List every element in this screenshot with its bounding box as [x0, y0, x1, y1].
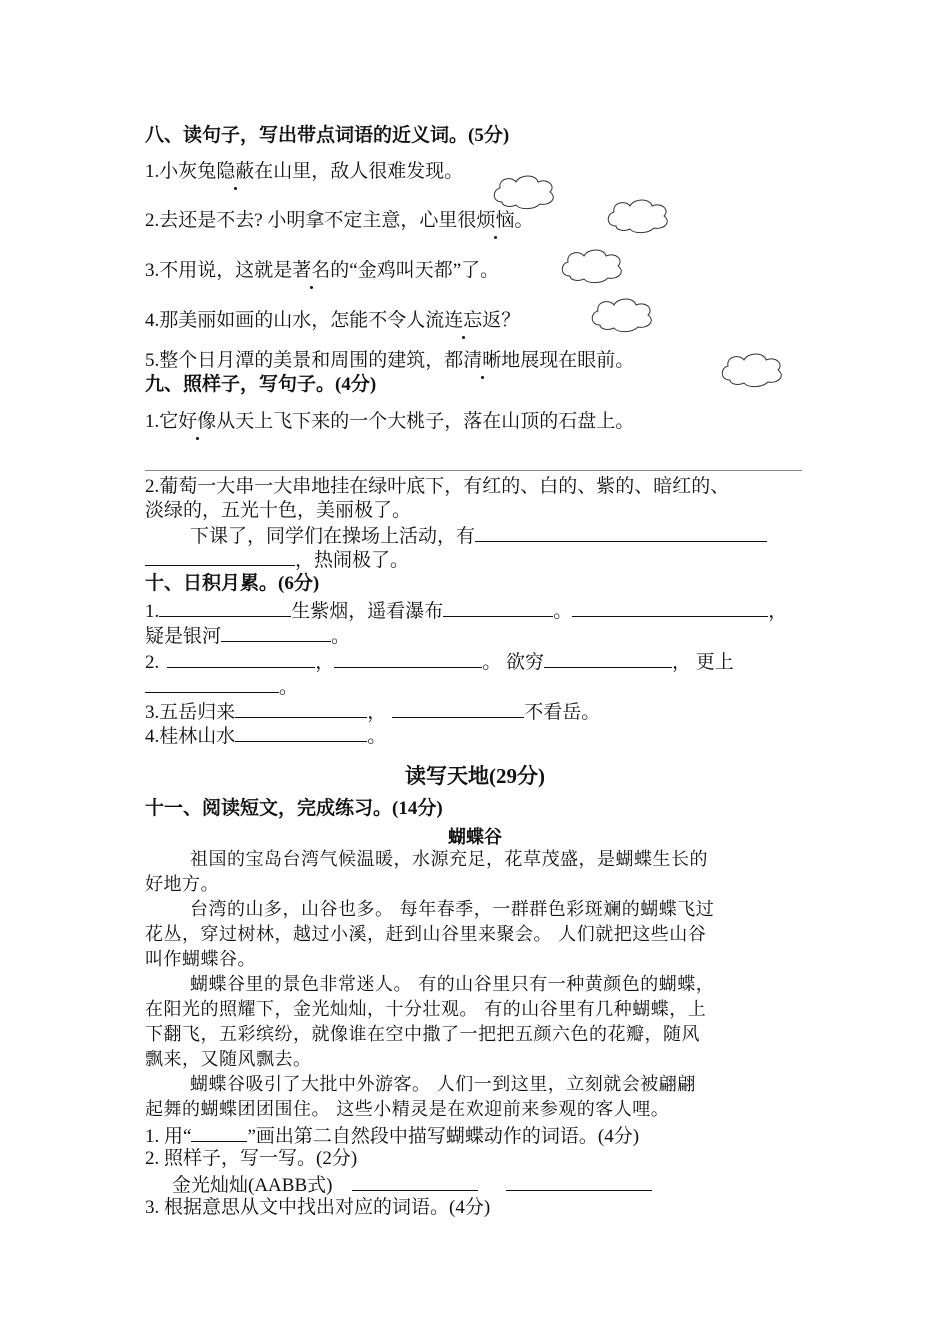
answer-blank[interactable]	[145, 674, 279, 693]
question-11-2-example	[172, 1172, 652, 1198]
question-9-2-prompt-end	[145, 547, 409, 573]
question-11-1	[145, 1123, 639, 1149]
question-9-1	[145, 410, 634, 434]
text: ，	[367, 702, 387, 723]
question-10-1	[145, 598, 787, 624]
answer-blank[interactable]	[221, 623, 331, 642]
section-11-title: 十一、阅读短文，完成练习。(14分)	[145, 798, 443, 819]
passage-title: 蝴蝶谷	[448, 827, 502, 847]
text: ，	[768, 601, 788, 622]
answer-cloud-2[interactable]	[604, 196, 674, 236]
question-11-3: 3. 根据意思从文中找出对应的词语。(4分)	[145, 1197, 491, 1218]
passage-p2-line1: 台湾的山多，山谷也多。 每年春季，一群群色彩斑斓的蝴蝶飞过	[190, 899, 715, 920]
text: 生紫烟，遥看瀑布	[291, 601, 444, 622]
passage-p2-line3: 叫作蝴蝶谷。	[145, 949, 256, 970]
text: 4.桂林山水	[145, 726, 236, 747]
sentence-text: 的“金鸡叫天都”了。	[330, 260, 500, 281]
dotted-word: 隐蔽	[216, 161, 255, 182]
text: 。	[331, 626, 351, 647]
sentence-text: 4.那美丽如画的山水，怎能不令人	[145, 310, 426, 331]
answer-cloud-3[interactable]	[558, 246, 628, 286]
dotted-word: 著名	[292, 260, 331, 281]
answer-blank[interactable]	[443, 598, 553, 617]
dotted-word: 清晰	[463, 350, 502, 371]
text: 不看岳。	[524, 702, 601, 723]
answer-cloud-4[interactable]	[588, 295, 660, 337]
sentence-text: 1.小灰兔	[145, 161, 217, 182]
question-10-4	[145, 723, 386, 749]
answer-blank[interactable]	[352, 1172, 478, 1191]
answer-cloud-1[interactable]	[490, 172, 560, 212]
question-8-2	[145, 209, 533, 233]
passage-p3-line2: 在阳光的照耀下，金光灿灿，十分壮观。 有的山谷里有几种蝴蝶，上	[145, 999, 707, 1020]
answer-blank[interactable]	[235, 699, 367, 718]
passage-p3-line4: 飘来，又随风飘去。	[145, 1049, 312, 1070]
dotted-word: 好像	[178, 411, 217, 432]
sentence-text: 1.它	[145, 411, 179, 432]
question-9-2-prompt	[190, 523, 767, 549]
sentence-text: ？	[501, 310, 521, 331]
text: 。	[367, 726, 387, 747]
answer-blank[interactable]	[167, 649, 315, 668]
text: ”画出第二自然段中描写蝴蝶动作的词语。(4分)	[247, 1126, 640, 1147]
answer-blank[interactable]	[235, 723, 367, 742]
answer-blank[interactable]	[334, 649, 482, 668]
passage-p2-line2: 花丛，穿过树林，越过小溪，赶到山谷里来聚会。 人们就把这些山谷	[145, 924, 707, 945]
sentence-text: 5.整个日月潭的美景和周围的建筑，都	[145, 350, 464, 371]
section-10-title: 十、日积月累。(6分)	[145, 573, 320, 594]
question-8-4	[145, 309, 520, 333]
sentence-text: 2.去还是不去? 小明拿不定主意，心里很	[145, 210, 477, 231]
prompt-text: ，热闹极了。	[295, 550, 410, 571]
text: 1. 用“	[145, 1126, 192, 1147]
answer-blank[interactable]	[475, 523, 767, 542]
passage-p4-line1: 蝴蝶谷吸引了大批中外游客。 人们一到这里，立刻就会被翩翩	[190, 1074, 696, 1095]
part-title: 读写天地(29分)	[405, 764, 545, 788]
dotted-word: 烦恼	[476, 210, 515, 231]
answer-blank[interactable]	[392, 699, 524, 718]
text: ，	[315, 652, 335, 673]
text: 1.	[145, 601, 160, 622]
passage-p1-line2: 好地方。	[145, 874, 219, 895]
passage-p1-line1: 祖国的宝岛台湾气候温暖，水源充足，花草茂盛，是蝴蝶生长的	[190, 849, 708, 870]
question-10-2-cont	[145, 674, 298, 700]
dotted-word: 流连忘返	[425, 310, 502, 331]
text: 3.五岳归来	[145, 702, 236, 723]
question-10-1-cont	[145, 623, 350, 649]
text: 2.	[145, 652, 160, 673]
answer-blank[interactable]	[544, 649, 672, 668]
question-10-3	[145, 699, 600, 725]
text: ， 更上	[672, 652, 734, 673]
answer-blank[interactable]	[159, 598, 291, 617]
sentence-text: 地展现在眼前。	[501, 350, 635, 371]
question-8-1	[145, 160, 463, 184]
answer-blank[interactable]	[506, 1172, 652, 1191]
question-8-5	[145, 349, 634, 373]
text: 。	[279, 677, 299, 698]
question-8-3	[145, 259, 499, 283]
sentence-text: 在山里，敌人很难发现。	[254, 161, 464, 182]
prompt-text: 下课了，同学们在操场上活动，有	[190, 526, 476, 547]
passage-p3-line3: 下翻飞，五彩缤纷，就像谁在空中撒了一把把五颜六色的花瓣，随风	[145, 1024, 700, 1045]
question-10-2	[145, 649, 734, 675]
answer-blank[interactable]	[572, 598, 768, 617]
answer-line-9-1[interactable]	[145, 470, 802, 471]
answer-cloud-5[interactable]	[718, 350, 790, 394]
passage-p4-line2: 起舞的蝴蝶团团围住。 这些小精灵是在欢迎前来参观的客人哩。	[145, 1099, 670, 1120]
sentence-text: 。	[514, 210, 534, 231]
text: 疑是银河	[145, 626, 222, 647]
sentence-text: 3.不用说，这就是	[145, 260, 293, 281]
answer-blank	[191, 1123, 247, 1142]
passage-p3-line1: 蝴蝶谷里的景色非常迷人。 有的山谷里只有一种黄颜色的蝴蝶，	[190, 974, 715, 995]
section-8-title: 八、读句子，写出带点词语的近义词。(5分)	[145, 125, 510, 146]
answer-blank[interactable]	[145, 547, 295, 566]
question-9-2-line2: 淡绿的，五光十色，美丽极了。	[145, 500, 412, 521]
sentence-text: 从天上飞下来的一个大桃子，落在山顶的石盘上。	[216, 411, 635, 432]
question-9-2-line1: 2.葡萄一大串一大串地挂在绿叶底下，有红的、白的、紫的、暗红的、	[145, 476, 730, 497]
example-text: 金光灿灿(AABB式)	[172, 1175, 333, 1196]
text: 。	[553, 601, 573, 622]
text: 。 欲穷	[482, 652, 545, 673]
section-9-title: 九、照样子，写句子。(4分)	[145, 374, 377, 395]
question-11-2: 2. 照样子，写一写。(2分)	[145, 1148, 358, 1169]
